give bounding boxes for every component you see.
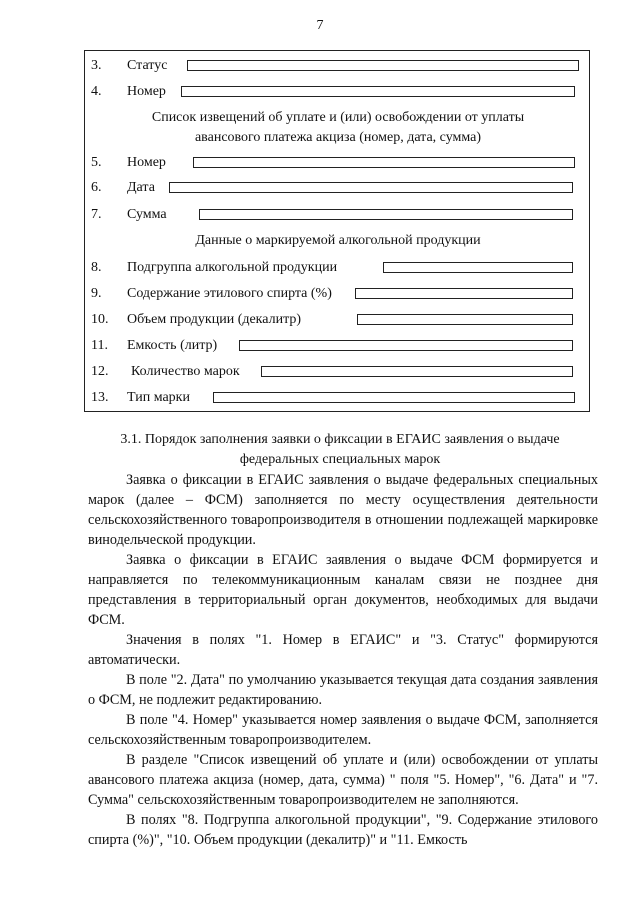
row-label: Емкость (литр) (127, 338, 218, 353)
notice-amount-field[interactable] (199, 209, 573, 220)
number-field[interactable] (181, 86, 575, 97)
application-form (84, 50, 590, 412)
row-label: Номер (127, 155, 166, 170)
form-row-volume (85, 310, 591, 330)
notices-heading-line2: авансового платежа акциза (номер, дата, сумма) (194, 130, 482, 145)
row-label: Статус (127, 58, 168, 73)
paragraph: В полях "8. Подгруппа алкогольной продукции", "9. Содержание этилового спирта (%)", "10. Объем продукции (декалитр)" и "11. Емкость (88, 812, 598, 848)
paragraph: Заявка о фиксации в ЕГАИС заявления о выдаче федеральных специальных марок (далее – ФСМ) заполняется по месту осуществления деятельности сельскохозяйственного товаропроизводителя в отношении подлежащей маркировке винодельческой продукции. (88, 472, 598, 548)
paragraph: В поле "4. Номер" указывается номер заявления о выдаче ФСМ, заполняется сельскохозяйственным товаропроизводителем. (88, 712, 598, 748)
notice-number-field[interactable] (193, 157, 575, 168)
row-label: Сумма (127, 207, 167, 222)
form-row-notice-date (85, 178, 591, 198)
notice-date-field[interactable] (169, 182, 573, 193)
form-row-notice-amount (85, 205, 591, 225)
row-label: Номер (127, 84, 166, 99)
row-label: Подгруппа алкогольной продукции (127, 260, 338, 275)
paragraph: Значения в полях "1. Номер в ЕГАИС" и "3. Статус" формируются автоматически. (88, 632, 598, 668)
volume-field[interactable] (357, 314, 573, 325)
row-number: 3. (91, 58, 102, 73)
section-title-line1: 3.1. Порядок заполнения заявки о фиксации в ЕГАИС заявления о выдаче (120, 432, 560, 447)
form-row-product-subgroup (85, 258, 591, 278)
row-label: Содержание этилового спирта (%) (127, 286, 332, 301)
capacity-field[interactable] (239, 340, 573, 351)
row-number: 9. (91, 286, 102, 301)
row-number: 12. (91, 364, 109, 379)
stamp-type-field[interactable] (213, 392, 575, 403)
row-label: Тип марки (127, 390, 190, 405)
row-number: 11. (91, 338, 108, 353)
alcohol-content-field[interactable] (355, 288, 573, 299)
product-subgroup-field[interactable] (383, 262, 573, 273)
row-number: 5. (91, 155, 102, 170)
paragraph: В разделе "Список извещений об уплате и (или) освобождении от уплаты авансового платежа акциза (номер, дата, сумма) " поля "5. Номер", "6. Дата" и "7. Сумма" сельскохозяйственным товаропроизводителем не заполняются. (88, 752, 598, 808)
form-row-notice-number (85, 153, 591, 173)
form-row-number (85, 82, 591, 102)
section-title (90, 430, 590, 470)
page-number: 7 (316, 18, 324, 33)
form-row-alcohol-content (85, 284, 591, 304)
status-field[interactable] (187, 60, 579, 71)
form-row-stamp-type (85, 388, 591, 408)
form-row-stamp-count (85, 362, 591, 382)
row-number: 4. (91, 84, 102, 99)
product-heading: Данные о маркируемой алкогольной продукции (195, 233, 481, 248)
row-number: 7. (91, 207, 102, 222)
row-number: 10. (91, 312, 109, 327)
form-row-capacity (85, 336, 591, 356)
paragraph: Заявка о фиксации в ЕГАИС заявления о выдаче ФСМ формируется и направляется по телекоммуникационным каналам связи не позднее дня представления в территориальный орган документов, необходимых для выдачи ФСМ. (88, 552, 598, 628)
row-number: 6. (91, 180, 102, 195)
stamp-count-field[interactable] (261, 366, 573, 377)
row-number: 13. (91, 390, 109, 405)
notices-heading-line1: Список извещений об уплате и (или) освобождении от уплаты (151, 110, 525, 125)
row-label: Объем продукции (декалитр) (127, 312, 302, 327)
row-number: 8. (91, 260, 102, 275)
section-title-line2: федеральных специальных марок (239, 452, 441, 467)
row-label: Дата (127, 180, 155, 195)
row-label: Количество марок (131, 364, 240, 379)
section-body (88, 470, 598, 850)
paragraph: В поле "2. Дата" по умолчанию указывается текущая дата создания заявления о ФСМ, не подлежит редактированию. (88, 672, 598, 708)
form-row-status (85, 56, 591, 76)
